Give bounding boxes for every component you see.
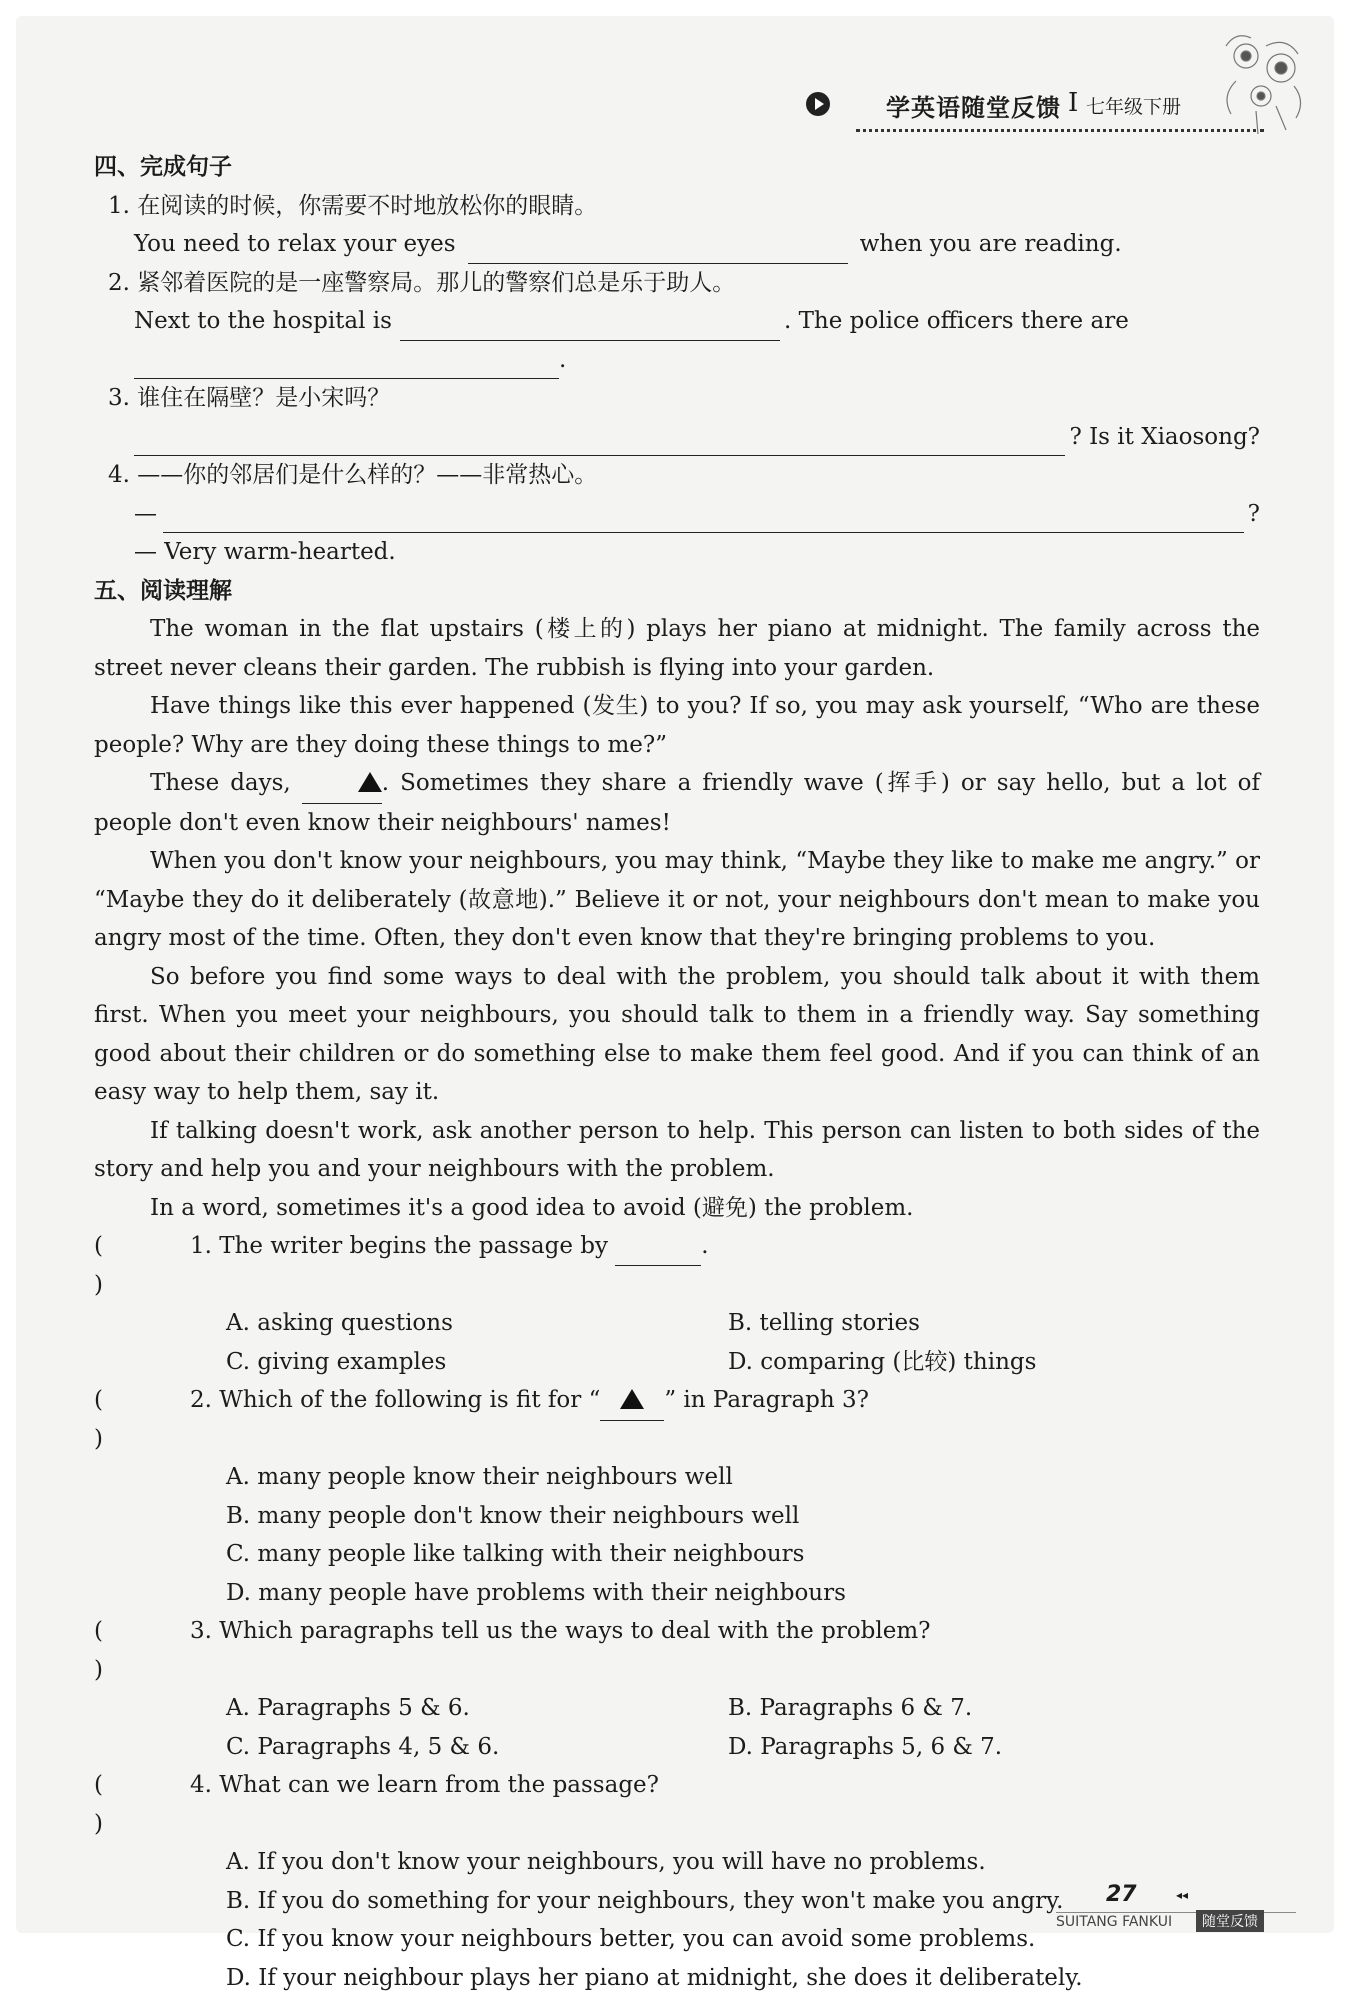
back-arrows-icon: ◂◂ [1176, 1888, 1188, 1902]
footer-badge: 随堂反馈 [1196, 1910, 1264, 1932]
passage-paragraph-5: So before you find some ways to deal with the problem, you should talk about it with them first. When you meet your neighbours, you should talk to them in a friendly way. Say something good about their children or do something else to make them feel good. And if you can think of an easy way to help them, say it. [94, 958, 1260, 1112]
triangle-icon [358, 772, 382, 792]
page-number: 27 [1106, 1882, 1137, 1907]
passage-paragraph-4: When you don't know your neighbours, you may think, “Maybe they like to make me angry.” or “Maybe they do it deliberately (故意地).” Believe it or not, your neighbours don't mean to make you angry most of the time. Often, they don't even know that they're bringing problems to you. [94, 842, 1260, 958]
passage-paragraph-1: The woman in the flat upstairs (楼上的) plays her piano at midnight. The family across the street never cleans their garden. The rubbish is flying into your garden. [94, 610, 1260, 687]
question-end: . [701, 1233, 708, 1259]
s4-item-2-english [94, 302, 1260, 341]
item-number: 4. [108, 462, 130, 488]
passage-paragraph-6: If talking doesn't work, ask another person to help. This person can listen to both sides of the story and help you and your neighbours with the problem. [94, 1112, 1260, 1189]
question-2 [94, 1381, 1260, 1458]
triangle-blank [600, 1381, 664, 1421]
q3-options-row-1 [94, 1689, 1260, 1728]
triangle-blank [302, 764, 382, 804]
sentence-end: . [559, 341, 566, 380]
s4-item-4-answer: — Very warm-hearted. [94, 533, 1260, 572]
section-4-heading: 四、完成句子 [94, 148, 1260, 187]
s4-item-2 [94, 264, 1260, 303]
s4-item-3 [94, 379, 1260, 418]
sentence-start: Next to the hospital is [134, 302, 392, 341]
page-header [806, 74, 1274, 144]
s4-item-3-english [94, 418, 1260, 457]
worksheet-page [16, 16, 1334, 1933]
item-number: 2. [108, 270, 130, 296]
passage-paragraph-2: Have things like this ever happened (发生) to you? If so, you may ask yourself, “Who are these people? Why are they doing these things to me?” [94, 687, 1260, 764]
grade-label: 七年级下册 [1086, 92, 1181, 119]
option-a[interactable]: A. many people know their neighbours well [94, 1458, 1260, 1497]
question-text: Which paragraphs tell us the ways to deal with the problem? [219, 1618, 930, 1644]
question-number: 2. [190, 1387, 212, 1413]
s4-item-1 [94, 187, 1260, 226]
item-number: 1. [108, 193, 130, 219]
s4-item-4-question [94, 495, 1260, 534]
question-text: What can we learn from the passage? [219, 1772, 659, 1798]
option-a[interactable]: A. If you don't know your neighbours, you will have no problems. [94, 1843, 1260, 1882]
question-text: The writer begins the passage by [219, 1233, 608, 1259]
passage-paragraph-7: In a word, sometimes it's a good idea to avoid (避免) the problem. [94, 1189, 1260, 1228]
sentence-mid: . The police officers there are [784, 302, 1129, 341]
q1-options-row-2 [94, 1343, 1260, 1382]
option-b[interactable]: B. If you do something for your neighbours, they won't make you angry. [94, 1882, 1260, 1921]
question-number: 4. [190, 1772, 212, 1798]
option-c[interactable]: C. giving examples [226, 1343, 728, 1382]
answer-parentheses[interactable]: () [94, 1227, 190, 1304]
question-number: 1. [190, 1233, 212, 1259]
item-number: 3. [108, 385, 130, 411]
q3-options-row-2 [94, 1728, 1260, 1767]
answer-blank[interactable] [400, 314, 780, 341]
sentence-end: ? [1248, 495, 1260, 534]
question-1 [94, 1227, 1260, 1304]
option-b[interactable]: B. Paragraphs 6 & 7. [728, 1689, 1230, 1728]
passage-paragraph-3 [94, 764, 1260, 842]
sentence-end: ? Is it Xiaosong? [1069, 418, 1260, 457]
footer-pinyin: SUITANG FANKUI [1056, 1914, 1172, 1930]
answer-parentheses[interactable]: () [94, 1766, 190, 1843]
item-chinese: 谁住在隔壁？是小宋吗？ [137, 385, 390, 411]
option-d[interactable]: D. comparing (比较) things [728, 1343, 1230, 1382]
sentence-end: when you are reading. [860, 225, 1122, 264]
s4-item-2-line2 [94, 341, 1260, 380]
q1-options-row-1 [94, 1304, 1260, 1343]
worksheet-content [94, 148, 1260, 1997]
option-c[interactable]: C. Paragraphs 4, 5 & 6. [226, 1728, 728, 1767]
title-separator: I [1068, 88, 1078, 118]
option-d[interactable]: D. Paragraphs 5, 6 & 7. [728, 1728, 1230, 1767]
paragraph-3-end: . Sometimes they share a friendly wave (挥手) or say hello, but a lot of people don't even know their neighbours' names! [94, 770, 1260, 836]
answer-parentheses[interactable]: () [94, 1612, 190, 1689]
dialogue-dash: — [134, 495, 157, 534]
option-c[interactable]: C. If you know your neighbours better, you can avoid some problems. [94, 1920, 1260, 1959]
section-5-heading: 五、阅读理解 [94, 572, 1260, 611]
item-chinese: 紧邻着医院的是一座警察局。那儿的警察们总是乐于助人。 [137, 270, 735, 296]
option-d[interactable]: D. many people have problems with their neighbours [94, 1574, 1260, 1613]
answer-blank[interactable] [468, 237, 848, 264]
question-end: ” in Paragraph 3? [664, 1387, 869, 1413]
answer-blank[interactable] [163, 506, 1244, 533]
paragraph-3-start: These days, [150, 770, 291, 796]
play-icon [806, 92, 830, 116]
question-4 [94, 1766, 1260, 1843]
option-a[interactable]: A. asking questions [226, 1304, 728, 1343]
option-c[interactable]: C. many people like talking with their neighbours [94, 1535, 1260, 1574]
page-footer [1056, 1882, 1296, 1932]
option-b[interactable]: B. many people don't know their neighbours well [94, 1497, 1260, 1536]
s4-item-4 [94, 456, 1260, 495]
question-number: 3. [190, 1618, 212, 1644]
answer-parentheses[interactable]: () [94, 1381, 190, 1458]
item-chinese: ——你的邻居们是什么样的？——非常热心。 [137, 462, 597, 488]
triangle-icon [620, 1389, 644, 1409]
question-3 [94, 1612, 1260, 1689]
item-chinese: 在阅读的时候，你需要不时地放松你的眼睛。 [137, 193, 597, 219]
option-d[interactable]: D. If your neighbour plays her piano at midnight, she does it deliberately. [94, 1959, 1260, 1997]
answer-blank[interactable] [134, 352, 559, 379]
answer-blank[interactable] [134, 429, 1065, 456]
answer-blank[interactable] [615, 1239, 701, 1266]
sunflower-decoration-icon [1206, 26, 1316, 136]
book-title: 学英语随堂反馈 [886, 88, 1061, 123]
header-dotted-rule [856, 129, 1264, 132]
question-text: Which of the following is fit for “ [219, 1387, 600, 1413]
option-b[interactable]: B. telling stories [728, 1304, 1230, 1343]
sentence-start: You need to relax your eyes [134, 225, 456, 264]
s4-item-1-english [94, 225, 1260, 264]
option-a[interactable]: A. Paragraphs 5 & 6. [226, 1689, 728, 1728]
